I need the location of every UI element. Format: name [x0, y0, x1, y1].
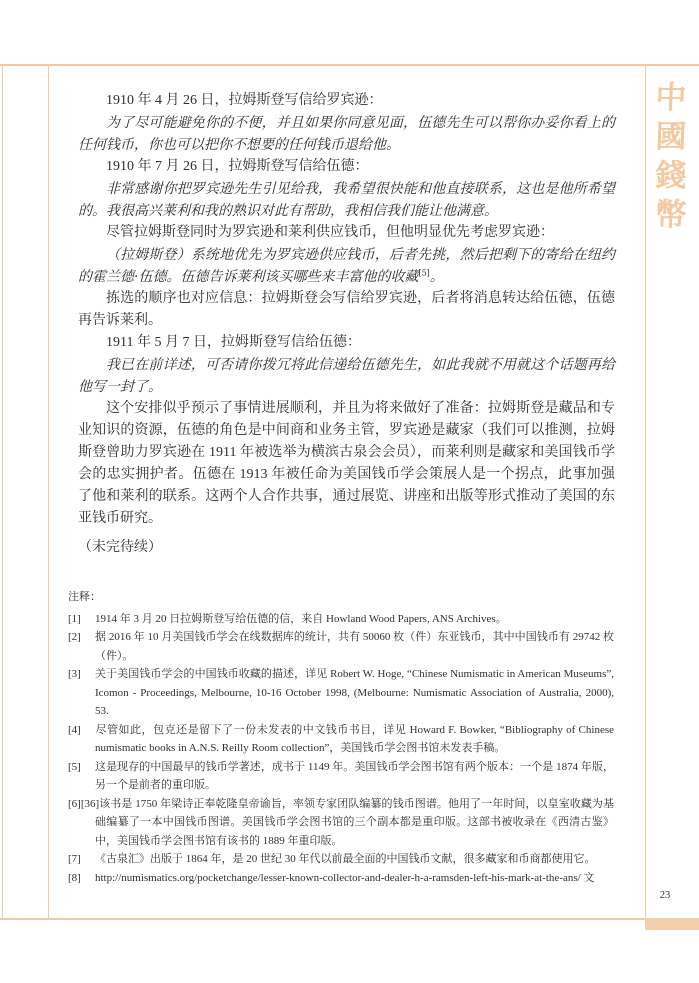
quote-paragraph: 我已在前详述，可否请你拨冗将此信递给伍德先生，如此我就不用就这个话题再给他写一封了。 [78, 357, 615, 395]
quote-paragraph: 为了尽可能避免你的不便，并且如果你同意见面，伍德先生可以帮你办妥你看上的任何钱币，你也可以把你不想要的任何钱币退给他。 [78, 115, 615, 153]
note-marker: [8] [68, 871, 81, 884]
article-body [78, 90, 615, 559]
frame-rule-left-outer [2, 64, 3, 919]
calligraphy-char: 幣 [654, 197, 688, 232]
journal-title-calligraphy [648, 78, 694, 234]
note-item [68, 628, 614, 665]
calligraphy-char: 國 [654, 119, 688, 154]
note-text: 尽管如此，包克还是留下了一份未发表的中文钱币书目，详见 Howard F. Bowker, “Bibliography of Chinese numismatic books in A.N.S. Reilly Room collection”，美国钱币学会图书馆未发表手稿。 [95, 723, 614, 754]
note-item [68, 610, 614, 629]
note-link-text: http://numismatics.org/pocketchange/lesser-known-collector-and-dealer-h-a-ramsden-left-his-mark-at-the-ans/ 文 [95, 871, 595, 884]
quote-paragraph [78, 244, 615, 288]
quote-text: 。 [429, 269, 444, 285]
frame-rule-left [48, 64, 49, 919]
frame-rule-right [645, 64, 646, 919]
note-text: 这是现存的中国最早的钱币学著述，成书于 1149 年。美国钱币学会图书馆有两个版本：一个是 1874 年版，另一个是前者的重印版。 [95, 760, 614, 791]
note-marker: [6][36] [68, 797, 100, 810]
note-item [68, 850, 614, 869]
frame-rule-top [0, 64, 699, 66]
note-marker: [2] [68, 631, 81, 643]
body-paragraph: 1910 年 7 月 26 日，拉姆斯登写信给伍德： [106, 159, 369, 174]
note-item [68, 869, 614, 888]
body-paragraph: 拣选的顺序也对应信息：拉姆斯登会写信给罗宾逊，后者将消息转达给伍德，伍德再告诉莱利。 [78, 291, 615, 328]
notes-section [68, 588, 614, 887]
note-item [68, 665, 614, 721]
frame-rule-bottom [0, 918, 699, 920]
note-item [68, 721, 614, 758]
corner-block [645, 918, 699, 930]
note-marker: [7] [68, 853, 81, 865]
note-text: 据 2016 年 10 月美国钱币学会在线数据库的统计，共有 50060 枚（件）东亚钱币，其中中国钱币有 29742 枚（件）。 [95, 631, 614, 662]
note-marker: [5] [68, 760, 81, 773]
notes-heading: 注释： [68, 591, 101, 603]
body-paragraph: 1911 年 5 月 7 日，拉姆斯登写信给伍德： [106, 335, 361, 350]
note-marker: [3] [68, 668, 81, 680]
body-paragraph: 1910 年 4 月 26 日，拉姆斯登写信给罗宾逊： [106, 93, 383, 108]
to-be-continued-note: （未完待续） [78, 540, 162, 555]
footnote-ref: [5] [418, 268, 430, 278]
note-item [68, 758, 614, 795]
quote-paragraph: 非常感谢你把罗宾逊先生引见给我，我希望很快能和他直接联系，这也是他所希望的。我很高兴莱利和我的熟识对此有帮助，我相信我们能让他满意。 [78, 181, 615, 219]
note-text: 该书是 1750 年梁诗正奉乾隆皇帝谕旨，率领专家团队编纂的钱币图谱。他用了一年时间，以皇室收藏为基础编纂了一本中国钱币图谱。美国钱币学会图书馆的三个副本都是重印版。这部书被收录在《西清古鉴》中，美国钱币学会图书馆有该书的 1889 年重印版。 [95, 797, 614, 847]
calligraphy-char: 中 [654, 80, 688, 115]
quote-text: （拉姆斯登）系统地优先为罗宾逊供应钱币，后者先挑，然后把剩下的寄给在纽约的霍兰德·伍德。伍德告诉莱利该买哪些来丰富他的收藏 [78, 247, 615, 285]
note-text: 关于美国钱币学会的中国钱币收藏的描述，详见 Robert W. Hoge, “Chinese Numismatic in American Museums”, Icomon - Proceedings, Melbourne, 10-16 October 1998, (Melbourne: Numismatic Association of Australia, 2000), 53. [95, 668, 614, 717]
calligraphy-char: 錢 [654, 158, 688, 193]
note-text: 《古泉汇》出版于 1864 年，是 20 世纪 30 年代以前最全面的中国钱币文献，很多藏家和币商都使用它。 [95, 853, 596, 865]
body-paragraph: 尽管拉姆斯登同时为罗宾逊和莱利供应钱币，但他明显优先考虑罗宾逊： [106, 225, 554, 240]
body-paragraph: 这个安排似乎预示了事情进展顺利，并且为将来做好了准备：拉姆斯登是藏品和专业知识的资源，伍德的角色是中间商和业务主管，罗宾逊是藏家（我们可以推测，拉姆斯登曾助力罗宾逊在 1911 年被选举为横滨古泉会会员），而莱利则是藏家和美国钱币学会的忠实拥护者。伍德在 1913 年被任命为美国钱币学会策展人是一个拐点，此事加强了他和莱利的联系。这两个人合作共事，通过展览、讲座和出版等形式推动了美国的东亚钱币研究。 [78, 401, 615, 526]
page-number: 23 [659, 890, 671, 901]
note-text: 1914 年 3 月 20 日拉姆斯登写给伍德的信，来自 Howland Wood Papers, ANS Archives。 [95, 612, 507, 625]
note-item [68, 795, 614, 851]
note-marker: [4] [68, 723, 81, 736]
note-marker: [1] [68, 612, 81, 625]
